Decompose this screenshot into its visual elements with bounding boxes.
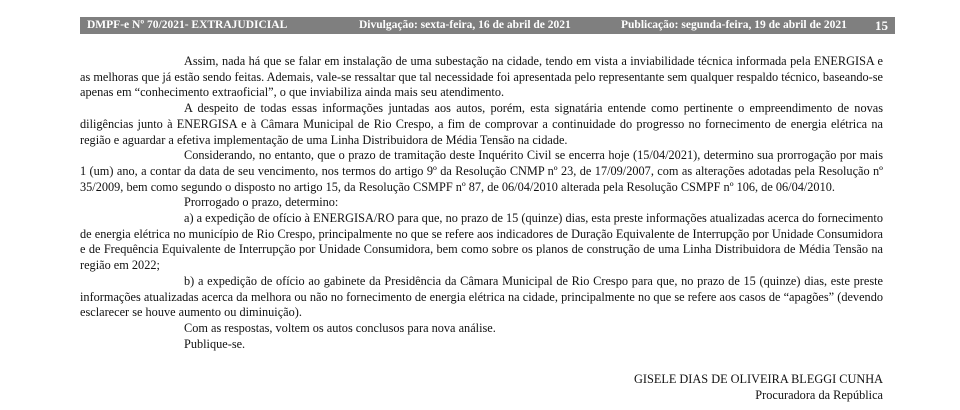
page-number: 15 (875, 18, 888, 33)
paragraph-7: Com as respostas, voltem os autos conclusos para nova análise. (184, 320, 496, 335)
publicacao-date: Publicação: segunda-feira, 19 de abril de 2021 (621, 19, 847, 31)
paragraph-1: Assim, nada há que se falar em instalação de uma subestação na cidade, tendo em vista a inviabilidade técnica informada pela ENERGISA e as melhoras que já estão sendo feitas. Ademais, vale-se ressaltar que tal necessidade foi apresentada pelo representante sem qualquer respaldo técnico, baseando-se apenas em “conhecimento extraoficial”, o que inviabiliza ainda mais seu atendimento. (80, 54, 883, 100)
publication-header (80, 17, 895, 34)
paragraph-8: Publique-se. (184, 336, 246, 351)
paragraph-4: Prorrogado o prazo, determino: (184, 195, 339, 210)
paragraph-5: a) a expedição de ofício à ENERGISA/RO para que, no prazo de 15 (quinze) dias, esta preste informações atualizadas acerca do fornecimento de energia elétrica no município de Rio Crespo, principalmente no que se refere aos indicadores de Duração Equivalente de Interrupção por Unidade Consumidora e de Frequência Equivalente de Interrupção por Unidade Consumidora, bem como sobre os planos de construção de uma Linha Distribuidora de Média Tensão na região em 2022; (80, 211, 883, 273)
signer-name: GISELE DIAS DE OLIVEIRA BLEGGI CUNHA (634, 372, 883, 386)
paragraph-3: Considerando, no entanto, que o prazo de tramitação deste Inquérito Civil se encerra hoje (15/04/2021), determino sua prorrogação por mais 1 (um) ano, a contar da data de seu vencimento, nos termos do artigo 9º da Resolução CNMP nº 23, de 17/09/2007, com as alterações adotadas pela Resolução nº 35/2009, bem como segundo o disposto no artigo 15, da Resolução CSMPF nº 87, de 06/04/2010 alterada pela Resolução CSMPF nº 106, de 06/04/2010. (80, 148, 883, 194)
paragraph-2: A despeito de todas essas informações juntadas aos autos, porém, esta signatária entende como pertinente o empreendimento de novas diligências junto à ENERGISA e à Câmara Municipal de Rio Crespo, a fim de comprovar a continuidade do progresso no fornecimento de energia elétrica na região e aguardar a efetiva implementação de uma Linha Distribuidora de Média Tensão na cidade. (80, 101, 883, 147)
paragraph-6: b) a expedição de ofício ao gabinete da Presidência da Câmara Municipal de Rio Crespo para que, no prazo de 15 (quinze) dias, este preste informações atualizadas acerca da melhora ou não no fornecimento de energia elétrica na cidade, principalmente no que se refere aos casos de “apagões” (devendo esclarecer se houve aumento ou diminuição). (80, 273, 883, 320)
edition-label: DMPF-e Nº 70/2021- EXTRAJUDICIAL (87, 19, 288, 31)
signature-block (634, 372, 883, 403)
signer-role: Procuradora da República (755, 387, 883, 402)
document-body (80, 54, 883, 352)
divulgacao-date: Divulgação: sexta-feira, 16 de abril de 2021 (359, 19, 571, 31)
